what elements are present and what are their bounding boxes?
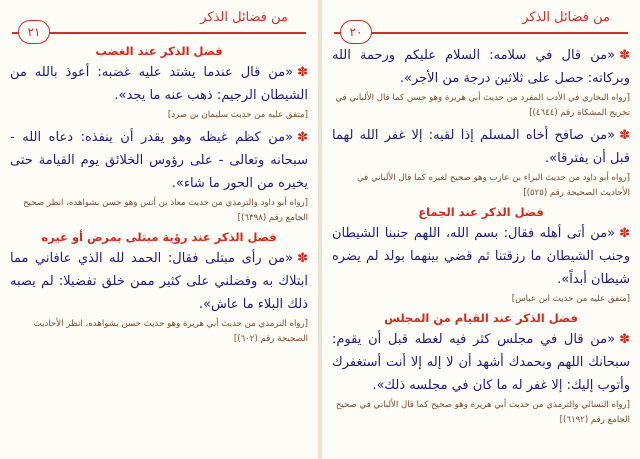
flower-icon: ✽ [297,251,308,266]
hadith-reference: [رواه أبو داود والترمذي من حديث معاذ بن أنس وهو حسن بشواهده، انظر صحيح الجامع رقم (٦٣٩٨)] [23,198,308,223]
section-title-leaving-gathering: فضل الذكر عند القيام من المجلس [384,311,578,325]
hadith-text: ✽«من كظم غيظه وهو يقدر أن ينفذه: دعاه الله - سبحانه وتعالى - على رؤوس الخلائق يوم القيامة حتى يخيره من الحور ما شاء». [10,130,308,191]
hadith-text: ✽«من رأى مبتلى فقال: الحمد لله الذي عافاني مما ابتلاك به وفضلني على كثير ممن خلق تفضيلا: لم يصبه ذلك البلاء ما عاش». [10,251,308,312]
flower-icon: ✽ [297,130,308,145]
left-page-number: ٢١ [18,20,50,44]
right-page [322,0,640,459]
section-title-intimacy: فضل الذكر عند الجماع [418,205,544,219]
hadith-text: ✽«من قال عندما يشتد عليه غضبه: أعوذ بالله من الشيطان الرجيم: ذهب عنه ما يجد». [10,65,308,103]
right-page-number: ٢٠ [340,20,372,44]
right-page-header [334,6,628,40]
section-title-anger: فضل الذكر عند الغضب [95,44,223,58]
right-header-title: من فضائل الذكر [522,10,610,25]
left-header-title: من فضائل الذكر [200,10,288,25]
flower-icon: ✽ [619,128,630,143]
hadith-text: ✽«من قال في سلامه: السلام عليكم ورحمة الله وبركاته: حصل على ثلاثين درجة من الأجر». [332,48,630,86]
header-rule [12,32,306,34]
flower-icon: ✽ [619,226,630,241]
hadith-text: ✽«من أتى أهله فقال: بسم الله، اللهم جنبنا الشيطان وجنب الشيطان ما رزقتنا ثم قضي بينهما بولد لم يضره شيطان أبداً». [332,226,630,287]
hadith-text: ✽«من قال في مجلس كثر فيه لغطه قبل أن يقوم: سبحانك اللهم وبحمدك أشهد أن لا إله إلا أنت أستغفرك وأتوب إليك: إلا غفر له ما كان في مجلسه ذلك». [332,332,630,393]
hadith-text: ✽«من صافح أخاه المسلم إذا لقيه: إلا غفر الله لهما قبل أن يفترقا». [332,128,630,166]
flower-icon: ✽ [619,332,630,347]
hadith-reference: [رواه أبو داود من حديث البراء بن عازب وهو صحيح لغيره كما قال الألباني في الأحاديث الصحيحة رقم (٥٢٥)] [357,173,630,198]
hadith-reference: [رواه النسائي والترمذي من حديث أبي هريرة وهو صحيح كما قال الألباني في صحيح الجامع رقم (٦١٩٢)] [335,400,630,425]
hadith-reference: [رواه الترمذي من حديث أبي هريرة وهو حديث حسن بشواهده، انظر الأحاديث الصحيحة رقم (٦٠٢)] [33,319,308,344]
section-title-afflicted: فضل الذكر عند رؤية مبتلى بمرض أو غيره [41,230,277,244]
flower-icon: ✽ [619,48,630,63]
header-rule [334,32,628,34]
hadith-reference: [متفق عليه من حديث ابن عباس] [511,294,630,304]
left-page [0,0,318,459]
flower-icon: ✽ [297,65,308,80]
left-page-header [12,6,306,40]
hadith-reference: [متفق عليه من حديث سليمان بن صرد] [167,110,308,120]
hadith-reference: [رواه البخاري في الأدب المفرد من حديث أبي هريرة وهو حسن كما قال الألباني في تخريج المشكاة رقم (٤٦٤٤)] [335,93,630,118]
